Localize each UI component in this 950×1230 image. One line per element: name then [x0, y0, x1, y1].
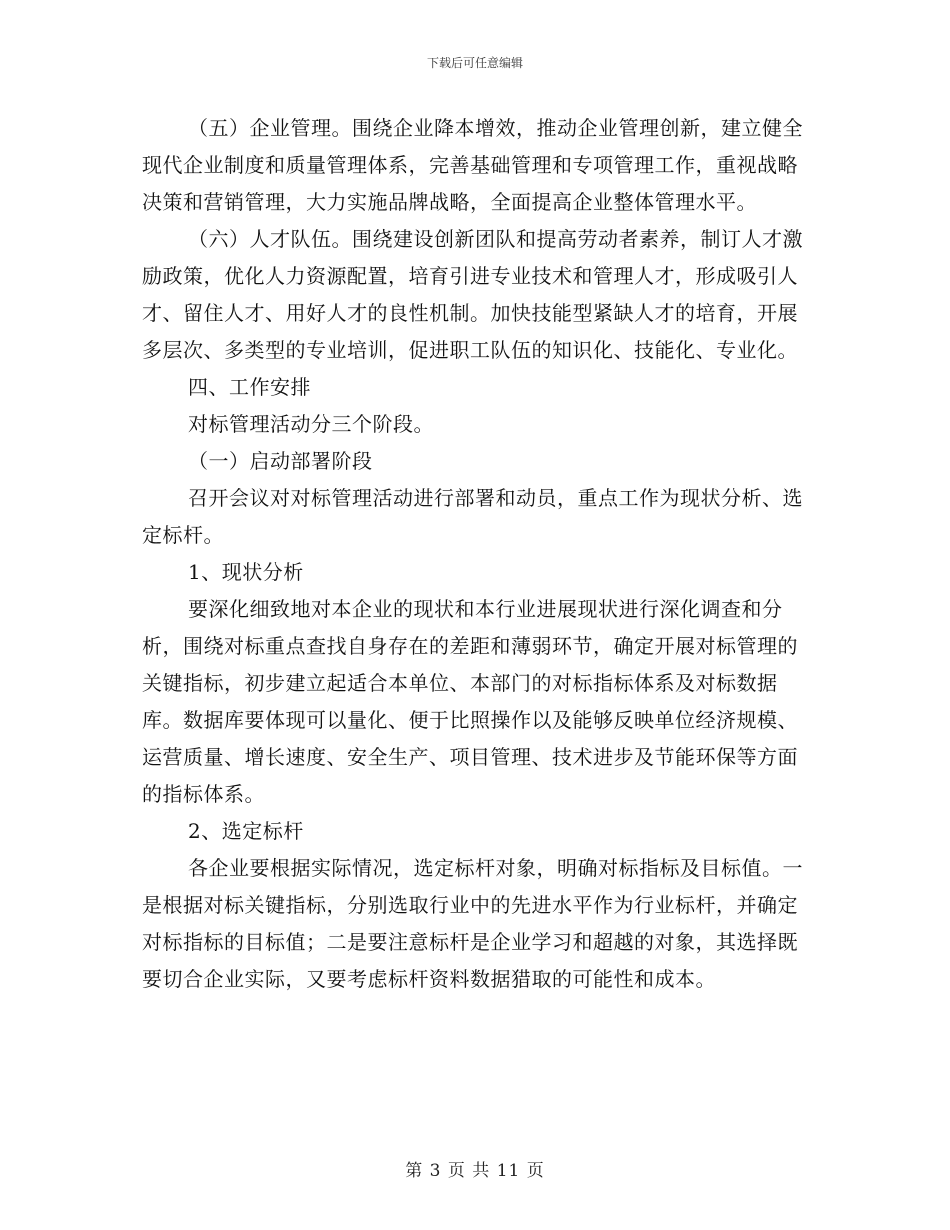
- page-header: 下载后可任意编辑: [426, 56, 523, 70]
- document-body: [142, 110, 814, 998]
- section-heading-work-arrangement: 四、工作安排: [188, 375, 311, 399]
- paragraph-three-stages: 对标管理活动分三个阶段。: [188, 412, 434, 436]
- subheading-select-benchmark: 2、选定标杆: [188, 819, 304, 843]
- paragraph-enterprise-management: （五）企业管理。围绕企业降本增效，推动企业管理创新，建立健全现代企业制度和质量管理体系，完善基础管理和专项管理工作，重视战略决策和营销管理，大力实施品牌战略，全面提高企业整体管理水平。: [142, 116, 803, 214]
- subheading-launch-stage: （一）启动部署阶段: [188, 449, 373, 473]
- paragraph-select-benchmark: 各企业要根据实际情况，选定标杆对象，明确对标指标及目标值。一是根据对标关键指标，分别选取行业中的先进水平作为行业标杆，并确定对标指标的目标值；二是要注意标杆是企业学习和超越的对象，其选择既要切合企业实际，又要考虑标杆资料数据猎取的可能性和成本。: [142, 856, 803, 991]
- paragraph-meeting-deployment: 召开会议对对标管理活动进行部署和动员，重点工作为现状分析、选定标杆。: [142, 486, 803, 547]
- paragraph-status-analysis: 要深化细致地对本企业的现状和本行业进展现状进行深化调查和分析，围绕对标重点查找自身存在的差距和薄弱环节，确定开展对标管理的关键指标，初步建立起适合本单位、本部门的对标指标体系及对标数据库。数据库要体现可以量化、便于比照操作以及能够反映单位经济规模、运营质量、增长速度、安全生产、项目管理、技术进步及节能环保等方面的指标体系。: [142, 597, 798, 806]
- page-number-footer: 第 3 页 共 11 页: [405, 1161, 545, 1181]
- subheading-status-analysis: 1、现状分析: [188, 560, 304, 584]
- paragraph-talent-team: （六）人才队伍。围绕建设创新团队和提高劳动者素养，制订人才激励政策，优化人力资源配置，培育引进专业技术和管理人才，形成吸引人才、留住人才、用好人才的良性机制。加快技能型紧缺人才的培育，开展多层次、多类型的专业培训，促进职工队伍的知识化、技能化、专业化。: [142, 227, 803, 362]
